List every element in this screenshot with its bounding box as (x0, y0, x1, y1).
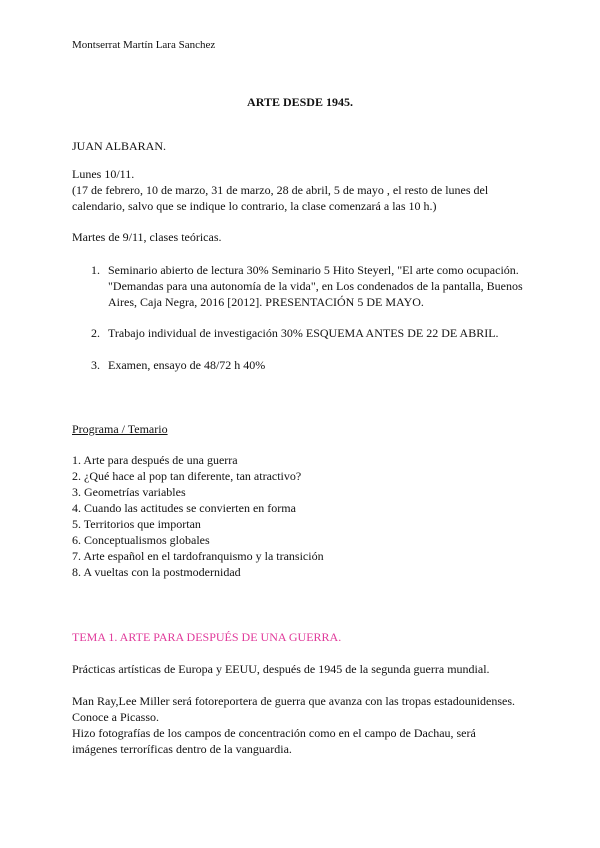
program-item: 5. Territorios que importan (72, 517, 201, 531)
evaluation-item-number: 1. (91, 263, 100, 277)
tema-paragraph-line: Conoce a Picasso. (72, 710, 159, 724)
evaluation-item-text: Trabajo individual de investigación 30% ESQUEMA ANTES DE 22 DE ABRIL. (108, 326, 499, 340)
document-title: ARTE DESDE 1945. (247, 95, 353, 109)
schedule-line-3: calendario, salvo que se indique lo contrario, la clase comenzará a las 10 h.) (72, 199, 437, 213)
teacher-name: JUAN ALBARAN. (72, 139, 167, 153)
program-item: 3. Geometrías variables (72, 485, 186, 499)
tuesday-line: Martes de 9/11, clases teóricas. (72, 230, 222, 244)
evaluation-item-text: Seminario abierto de lectura 30% Seminario 5 Hito Steyerl, "El arte como ocupación. "Demandas para una autonomía de la vida", en Los condenados de la pantalla, Buenos Aires, Caja Negra, 2016 [2012]. PRESENTACIÓN 5 DE MAYO. (108, 263, 523, 309)
program-item: 7. Arte español en el tardofranquismo y la transición (72, 549, 324, 563)
tema-intro: Prácticas artísticas de Europa y EEUU, después de 1945 de la segunda guerra mundial. (72, 662, 490, 676)
tema-paragraph-line: Man Ray,Lee Miller será fotoreportera de guerra que avanza con las tropas estadounidenses. (72, 694, 516, 708)
evaluation-item-text: Examen, ensayo de 48/72 h 40% (108, 358, 266, 372)
schedule-line-1: Lunes 10/11. (72, 167, 135, 181)
tema-paragraph-line: imágenes terroríficas dentro de la vanguardia. (72, 742, 292, 756)
program-item: 1. Arte para después de una guerra (72, 453, 238, 467)
schedule-line-2: (17 de febrero, 10 de marzo, 31 de marzo, 28 de abril, 5 de mayo , el resto de lunes del (72, 183, 489, 197)
tema-paragraph-line: Hizo fotografías de los campos de concentración como en el campo de Dachau, será (72, 726, 476, 740)
program-item: 6. Conceptualismos globales (72, 533, 210, 547)
program-item: 2. ¿Qué hace al pop tan diferente, tan atractivo? (72, 469, 302, 483)
program-item: 8. A vueltas con la postmodernidad (72, 565, 241, 579)
evaluation-item-number: 2. (91, 326, 100, 340)
evaluation-item-number: 3. (91, 358, 100, 372)
program-item: 4. Cuando las actitudes se convierten en forma (72, 501, 296, 515)
tema-heading: TEMA 1. ARTE PARA DESPUÉS DE UNA GUERRA. (72, 630, 342, 644)
program-heading: Programa / Temario (72, 422, 168, 436)
author-header: Montserrat Martín Lara Sanchez (72, 39, 216, 51)
